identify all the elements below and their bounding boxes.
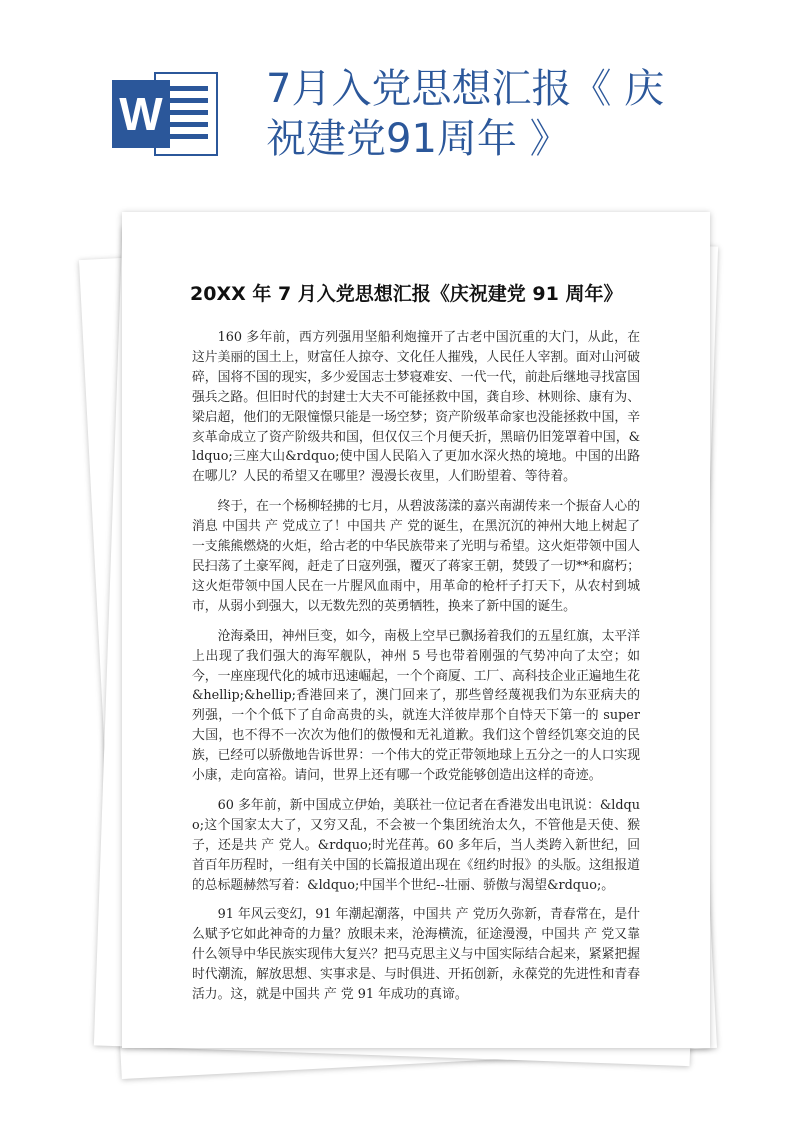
w-letter-badge: W	[112, 80, 170, 148]
cover-title: 7月入党思想汇报《 庆祝建党91周年 》	[266, 66, 665, 162]
paragraph: 91 年风云变幻，91 年潮起潮落，中国共 产 党历久弥新，青春常在，是什么赋予它如此神奇的力量？放眼未来，沧海横流，征途漫漫，中国共 产 党又靠什么领导中华民族实现伟大复兴？把马克思主义与中国实际结合起来，紧紧把握时代潮流，解放思想、实事求是、与时俱进、开拓创新，永葆党的先进性和青春活力。这，就是中国共 产 党 91 年成功的真谛。	[192, 907, 640, 1003]
paragraph: 终于，在一个杨柳轻拂的七月，从碧波荡漾的嘉兴南湖传来一个振奋人心的消息 中国共 产 党成立了！中国共 产 党的诞生，在黑沉沉的神州大地上树起了一支熊熊燃烧的火炬，给古老的中华民族带来了光明与希望。这火炬带领中国人民扫荡了土豪军阀，赶走了日寇列强，覆灭了蒋家王朝，焚毁了一切**和腐朽；这火炬带领中国人民在一片腥风血雨中，用革命的枪杆子打天下，从农村到城市，从弱小到强大，以无数先烈的英勇牺牲，换来了新中国的诞生。	[192, 499, 640, 614]
paragraph: 沧海桑田，神州巨变，如今，南极上空早已飘扬着我们的五星红旗，太平洋上出现了我们强大的海军舰队，神州 5 号也带着刚强的气势冲向了太空；如今，一座座现代化的城市迅速崛起，一个个商厦、工厂、高科技企业正遍地生花&hellip;&hellip;香港回来了，澳门回来了，那些曾经蔑视我们为东亚病夫的列强，一个个低下了自命高贵的头，就连大洋彼岸那个自恃天下第一的 super 大国，也不得不一次次为他们的傲慢和无礼道歉。我们这个曾经饥寒交迫的民族，已经可以骄傲地告诉世界：一个伟大的党正带领地球上五分之一的人口实现小康，走向富裕。请问，世界上还有哪一个政党能够创造出这样的奇迹。	[192, 628, 640, 784]
doc-line	[166, 122, 208, 127]
document-body	[192, 328, 640, 1015]
paragraph: 60 多年前，新中国成立伊始，美联社一位记者在香港发出电讯说：&ldquo;这个国家太大了，又穷又乱，不会被一个集团统治太久，不管他是天使、猴子，还是共 产 党人。&rdquo;时光荏苒。60 多年后，当人类跨入新世纪，回首百年历程时，一组有关中国的长篇报道出现在《纽约时报》的头版。这组报道的总标题赫然写着：&ldquo;中国半个世纪--壮丽、骄傲与渴望&rdquo;。	[192, 797, 640, 893]
word-document-icon	[112, 72, 220, 156]
doc-line	[166, 110, 208, 115]
doc-line	[166, 86, 208, 91]
doc-line	[166, 98, 208, 103]
document-title: 20XX 年 7 月入党思想汇报《庆祝建党 91 周年》	[190, 283, 623, 305]
doc-line	[166, 134, 208, 139]
paragraph: 160 多年前，西方列强用坚船利炮撞开了古老中国沉重的大门，从此，在这片美丽的国土上，财富任人掠夺、文化任人摧残，人民任人宰割。面对山河破碎，国将不国的现实，多少爱国志士梦寝难安、一代一代，前赴后继地寻找富国强兵之路。但旧时代的封建士大夫不可能拯救中国，龚自珍、林则徐、康有为、梁启超，他们的无限憧憬只能是一场空梦；资产阶级革命家也没能拯救中国，辛亥革命成立了资产阶级共和国，但仅仅三个月便夭折，黑暗仍旧笼罩着中国，&ldquo;三座大山&rdquo;使中国人民陷入了更加水深火热的境地。中国的出路在哪儿？人民的希望又在哪里？漫漫长夜里，人们盼望着、等待着。	[192, 330, 640, 485]
